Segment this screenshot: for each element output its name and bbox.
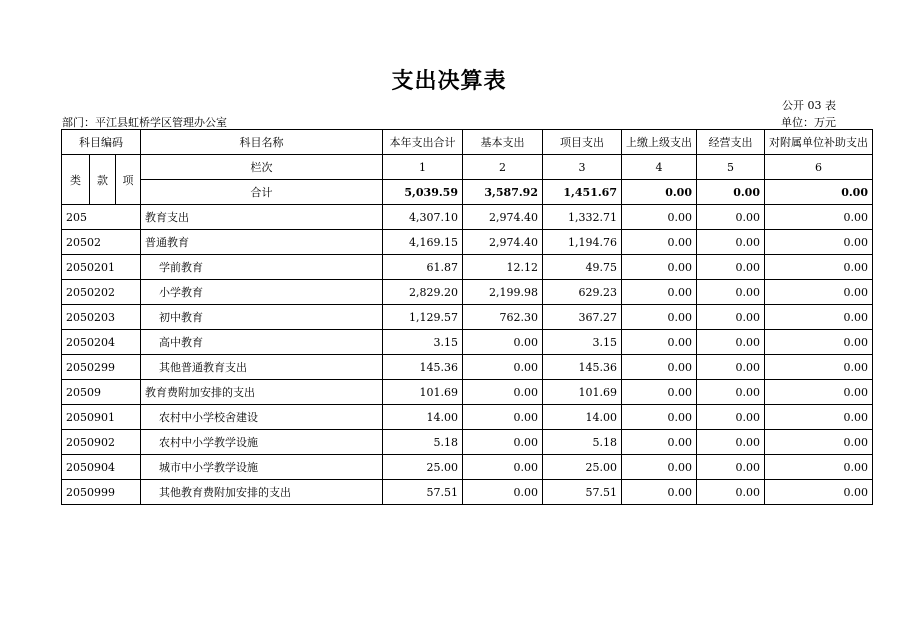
column-index: 3: [543, 155, 622, 180]
column-index-row: [62, 155, 873, 180]
table-row: [62, 355, 873, 380]
header-subsidy: 对附属单位补助支出: [765, 130, 873, 155]
column-index: 4: [622, 155, 697, 180]
amount-cell: 367.27: [543, 305, 622, 330]
column-index: 2: [463, 155, 543, 180]
amount-cell: 14.00: [543, 405, 622, 430]
table-row: [62, 305, 873, 330]
subject-name: 高中教育: [141, 330, 383, 355]
total-row: [62, 180, 873, 205]
amount-cell: 4,169.15: [383, 230, 463, 255]
subject-name: 教育费附加安排的支出: [141, 380, 383, 405]
header-name: 科目名称: [141, 130, 383, 155]
column-index: 1: [383, 155, 463, 180]
header-basic: 基本支出: [463, 130, 543, 155]
total-value: 0.00: [622, 180, 697, 205]
amount-cell: 57.51: [383, 480, 463, 505]
amount-cell: 5.18: [543, 430, 622, 455]
page-title: 支出决算表: [391, 68, 507, 94]
subject-name: 其他普通教育支出: [141, 355, 383, 380]
subject-code: 205: [62, 205, 141, 230]
amount-cell: 0.00: [463, 430, 543, 455]
amount-cell: 0.00: [765, 205, 873, 230]
amount-cell: 25.00: [383, 455, 463, 480]
amount-cell: 0.00: [765, 480, 873, 505]
amount-cell: 2,199.98: [463, 280, 543, 305]
subject-code: 2050201: [62, 255, 141, 280]
amount-cell: 0.00: [622, 230, 697, 255]
subject-name: 初中教育: [141, 305, 383, 330]
amount-cell: 0.00: [697, 330, 765, 355]
amount-cell: 0.00: [697, 430, 765, 455]
header-code: 科目编码: [62, 130, 141, 155]
total-value: 3,587.92: [463, 180, 543, 205]
amount-cell: 1,129.57: [383, 305, 463, 330]
amount-cell: 0.00: [463, 330, 543, 355]
amount-cell: 57.51: [543, 480, 622, 505]
amount-cell: 0.00: [697, 455, 765, 480]
amount-cell: 0.00: [765, 405, 873, 430]
header-kuan: 款: [90, 155, 116, 205]
total-value: 1,451.67: [543, 180, 622, 205]
subject-code: 20502: [62, 230, 141, 255]
amount-cell: 0.00: [622, 355, 697, 380]
amount-cell: 0.00: [765, 305, 873, 330]
amount-cell: 629.23: [543, 280, 622, 305]
amount-cell: 0.00: [697, 305, 765, 330]
amount-cell: 0.00: [622, 455, 697, 480]
amount-cell: 0.00: [697, 205, 765, 230]
total-value: 0.00: [697, 180, 765, 205]
amount-cell: 0.00: [463, 355, 543, 380]
header-xiang: 项: [116, 155, 141, 205]
amount-cell: 0.00: [765, 280, 873, 305]
amount-cell: 0.00: [697, 280, 765, 305]
amount-cell: 14.00: [383, 405, 463, 430]
amount-cell: 0.00: [622, 280, 697, 305]
amount-cell: 12.12: [463, 255, 543, 280]
amount-cell: 61.87: [383, 255, 463, 280]
subject-name: 学前教育: [141, 255, 383, 280]
amount-cell: 0.00: [697, 255, 765, 280]
amount-cell: 49.75: [543, 255, 622, 280]
amount-cell: 4,307.10: [383, 205, 463, 230]
table-row: [62, 280, 873, 305]
subject-code: 2050901: [62, 405, 141, 430]
amount-cell: 0.00: [765, 430, 873, 455]
column-index: 5: [697, 155, 765, 180]
amount-cell: 3.15: [383, 330, 463, 355]
amount-cell: 0.00: [463, 405, 543, 430]
amount-cell: 0.00: [622, 330, 697, 355]
subject-code: 2050902: [62, 430, 141, 455]
table-row: [62, 480, 873, 505]
amount-cell: 2,829.20: [383, 280, 463, 305]
amount-cell: 0.00: [463, 480, 543, 505]
subject-code: 2050203: [62, 305, 141, 330]
amount-cell: 145.36: [383, 355, 463, 380]
total-label: 合计: [141, 180, 383, 205]
amount-cell: 0.00: [697, 480, 765, 505]
column-index-label: 栏次: [141, 155, 383, 180]
amount-cell: 0.00: [463, 455, 543, 480]
amount-cell: 145.36: [543, 355, 622, 380]
subject-name: 城市中小学教学设施: [141, 455, 383, 480]
header-row: [62, 130, 873, 155]
amount-cell: 101.69: [383, 380, 463, 405]
header-project: 项目支出: [543, 130, 622, 155]
total-value: 5,039.59: [383, 180, 463, 205]
table-row: [62, 455, 873, 480]
table-row: [62, 330, 873, 355]
department-label: 部门：平江县虹桥学区管理办公室: [62, 116, 227, 129]
column-index: 6: [765, 155, 873, 180]
amount-cell: 762.30: [463, 305, 543, 330]
table-row: [62, 405, 873, 430]
amount-cell: 3.15: [543, 330, 622, 355]
expenditure-table: [61, 129, 873, 505]
subject-name: 农村中小学校舍建设: [141, 405, 383, 430]
table-row: [62, 205, 873, 230]
amount-cell: 0.00: [622, 205, 697, 230]
amount-cell: 0.00: [765, 255, 873, 280]
amount-cell: 101.69: [543, 380, 622, 405]
header-business: 经营支出: [697, 130, 765, 155]
amount-cell: 0.00: [622, 255, 697, 280]
amount-cell: 0.00: [622, 480, 697, 505]
amount-cell: 25.00: [543, 455, 622, 480]
subject-name: 普通教育: [141, 230, 383, 255]
table-row: [62, 430, 873, 455]
amount-cell: 0.00: [765, 230, 873, 255]
amount-cell: 0.00: [622, 405, 697, 430]
amount-cell: 0.00: [765, 330, 873, 355]
amount-cell: 0.00: [697, 355, 765, 380]
table-row: [62, 380, 873, 405]
subject-code: 2050904: [62, 455, 141, 480]
amount-cell: 0.00: [697, 230, 765, 255]
table-row: [62, 230, 873, 255]
table-row: [62, 255, 873, 280]
subject-name: 农村中小学教学设施: [141, 430, 383, 455]
subject-code: 20509: [62, 380, 141, 405]
amount-cell: 0.00: [765, 380, 873, 405]
amount-cell: 0.00: [622, 430, 697, 455]
amount-cell: 0.00: [765, 455, 873, 480]
amount-cell: 2,974.40: [463, 205, 543, 230]
header-total: 本年支出合计: [383, 130, 463, 155]
amount-cell: 1,194.76: [543, 230, 622, 255]
amount-cell: 2,974.40: [463, 230, 543, 255]
form-number: 公开 03 表: [782, 99, 836, 112]
header-upper: 上缴上级支出: [622, 130, 697, 155]
unit-label: 单位：万元: [781, 116, 836, 129]
amount-cell: 0.00: [463, 380, 543, 405]
subject-code: 2050299: [62, 355, 141, 380]
amount-cell: 0.00: [622, 305, 697, 330]
subject-name: 教育支出: [141, 205, 383, 230]
amount-cell: 0.00: [697, 405, 765, 430]
amount-cell: 0.00: [622, 380, 697, 405]
subject-code: 2050202: [62, 280, 141, 305]
amount-cell: 1,332.71: [543, 205, 622, 230]
subject-code: 2050204: [62, 330, 141, 355]
subject-code: 2050999: [62, 480, 141, 505]
total-value: 0.00: [765, 180, 873, 205]
amount-cell: 0.00: [697, 380, 765, 405]
subject-name: 其他教育费附加安排的支出: [141, 480, 383, 505]
header-lei: 类: [62, 155, 90, 205]
amount-cell: 0.00: [765, 355, 873, 380]
amount-cell: 5.18: [383, 430, 463, 455]
subject-name: 小学教育: [141, 280, 383, 305]
